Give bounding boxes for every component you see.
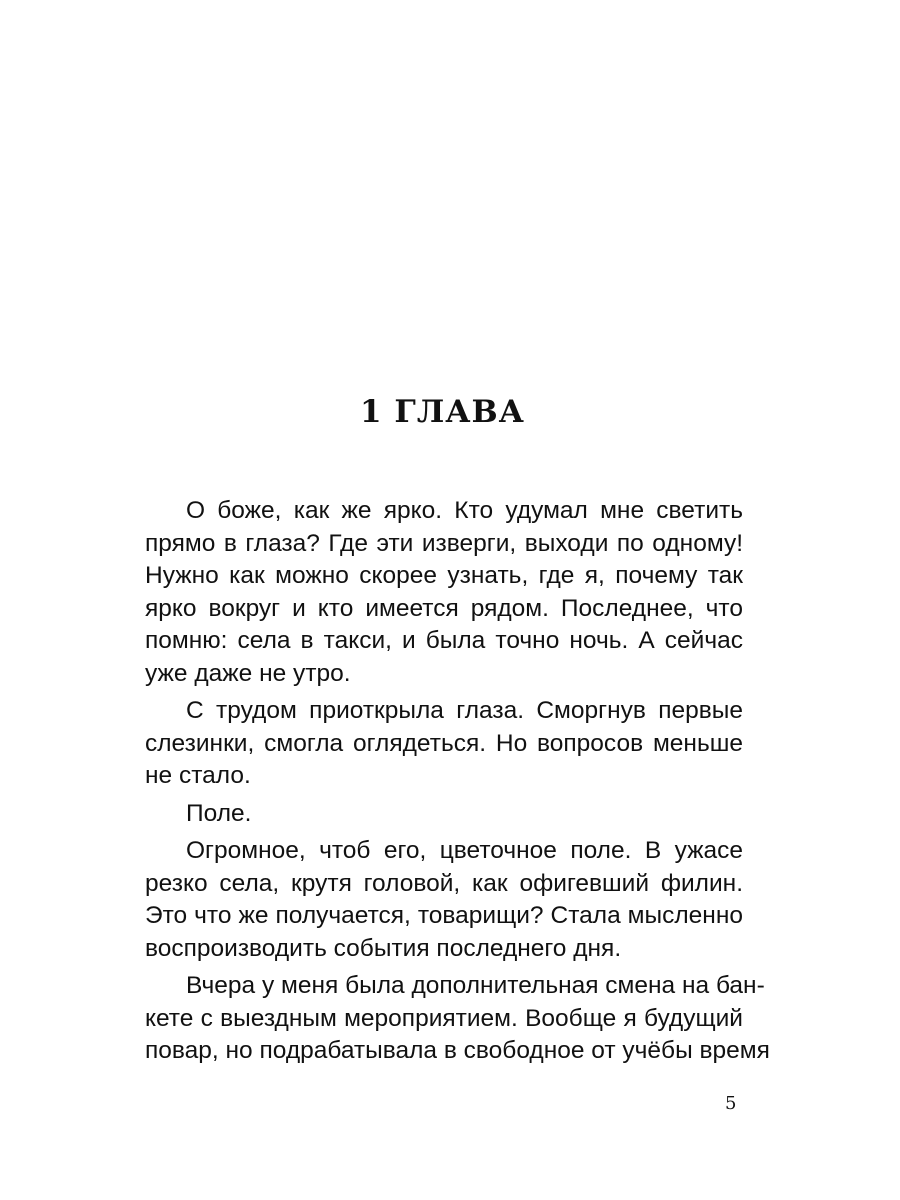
text-line: уже даже не утро. — [145, 659, 351, 687]
paragraph-3 — [145, 798, 743, 831]
text-line: Нужно как можно скорее узнать, где я, почему так — [145, 562, 743, 589]
paragraph-5 — [145, 970, 770, 1068]
paragraph-2 — [145, 695, 743, 793]
page-number: 5 — [725, 1093, 737, 1114]
paragraph-4 — [145, 835, 743, 965]
text-line: Это что же получается, товарищи? Стала мысленно — [145, 902, 743, 929]
text-line: повар, но подрабатывала в свободное от учёбы время — [145, 1037, 770, 1064]
text-line: воспроизводить события последнего дня. — [145, 934, 622, 962]
paragraph-1 — [145, 495, 743, 690]
chapter-title: 1 ГЛАВА — [360, 394, 525, 430]
text-line: С трудом приоткрыла глаза. Сморгнув первые — [186, 697, 743, 724]
text-line: О боже, как же ярко. Кто удумал мне светить — [186, 497, 743, 524]
text-line: прямо в глаза? Где эти изверги, выходи по одному! — [145, 529, 743, 557]
chapter-body — [145, 495, 770, 1073]
text-line: Огромное, чтоб его, цветочное поле. В ужасе — [186, 837, 743, 864]
text-line: кете с выездным мероприятием. Вообще я будущий — [145, 1004, 743, 1032]
text-line: резко села, крутя головой, как офигевший филин. — [145, 869, 743, 897]
text-line: Поле. — [186, 799, 252, 827]
text-line: не стало. — [145, 762, 251, 789]
text-line: помню: села в такси, и была точно ночь. А сейчас — [145, 627, 743, 654]
text-line: слезинки, смогла оглядеться. Но вопросов меньше — [145, 729, 743, 757]
text-line: Вчера у меня была дополнительная смена на бан- — [186, 972, 765, 999]
text-line: ярко вокруг и кто имеется рядом. Последнее, что — [145, 594, 743, 622]
